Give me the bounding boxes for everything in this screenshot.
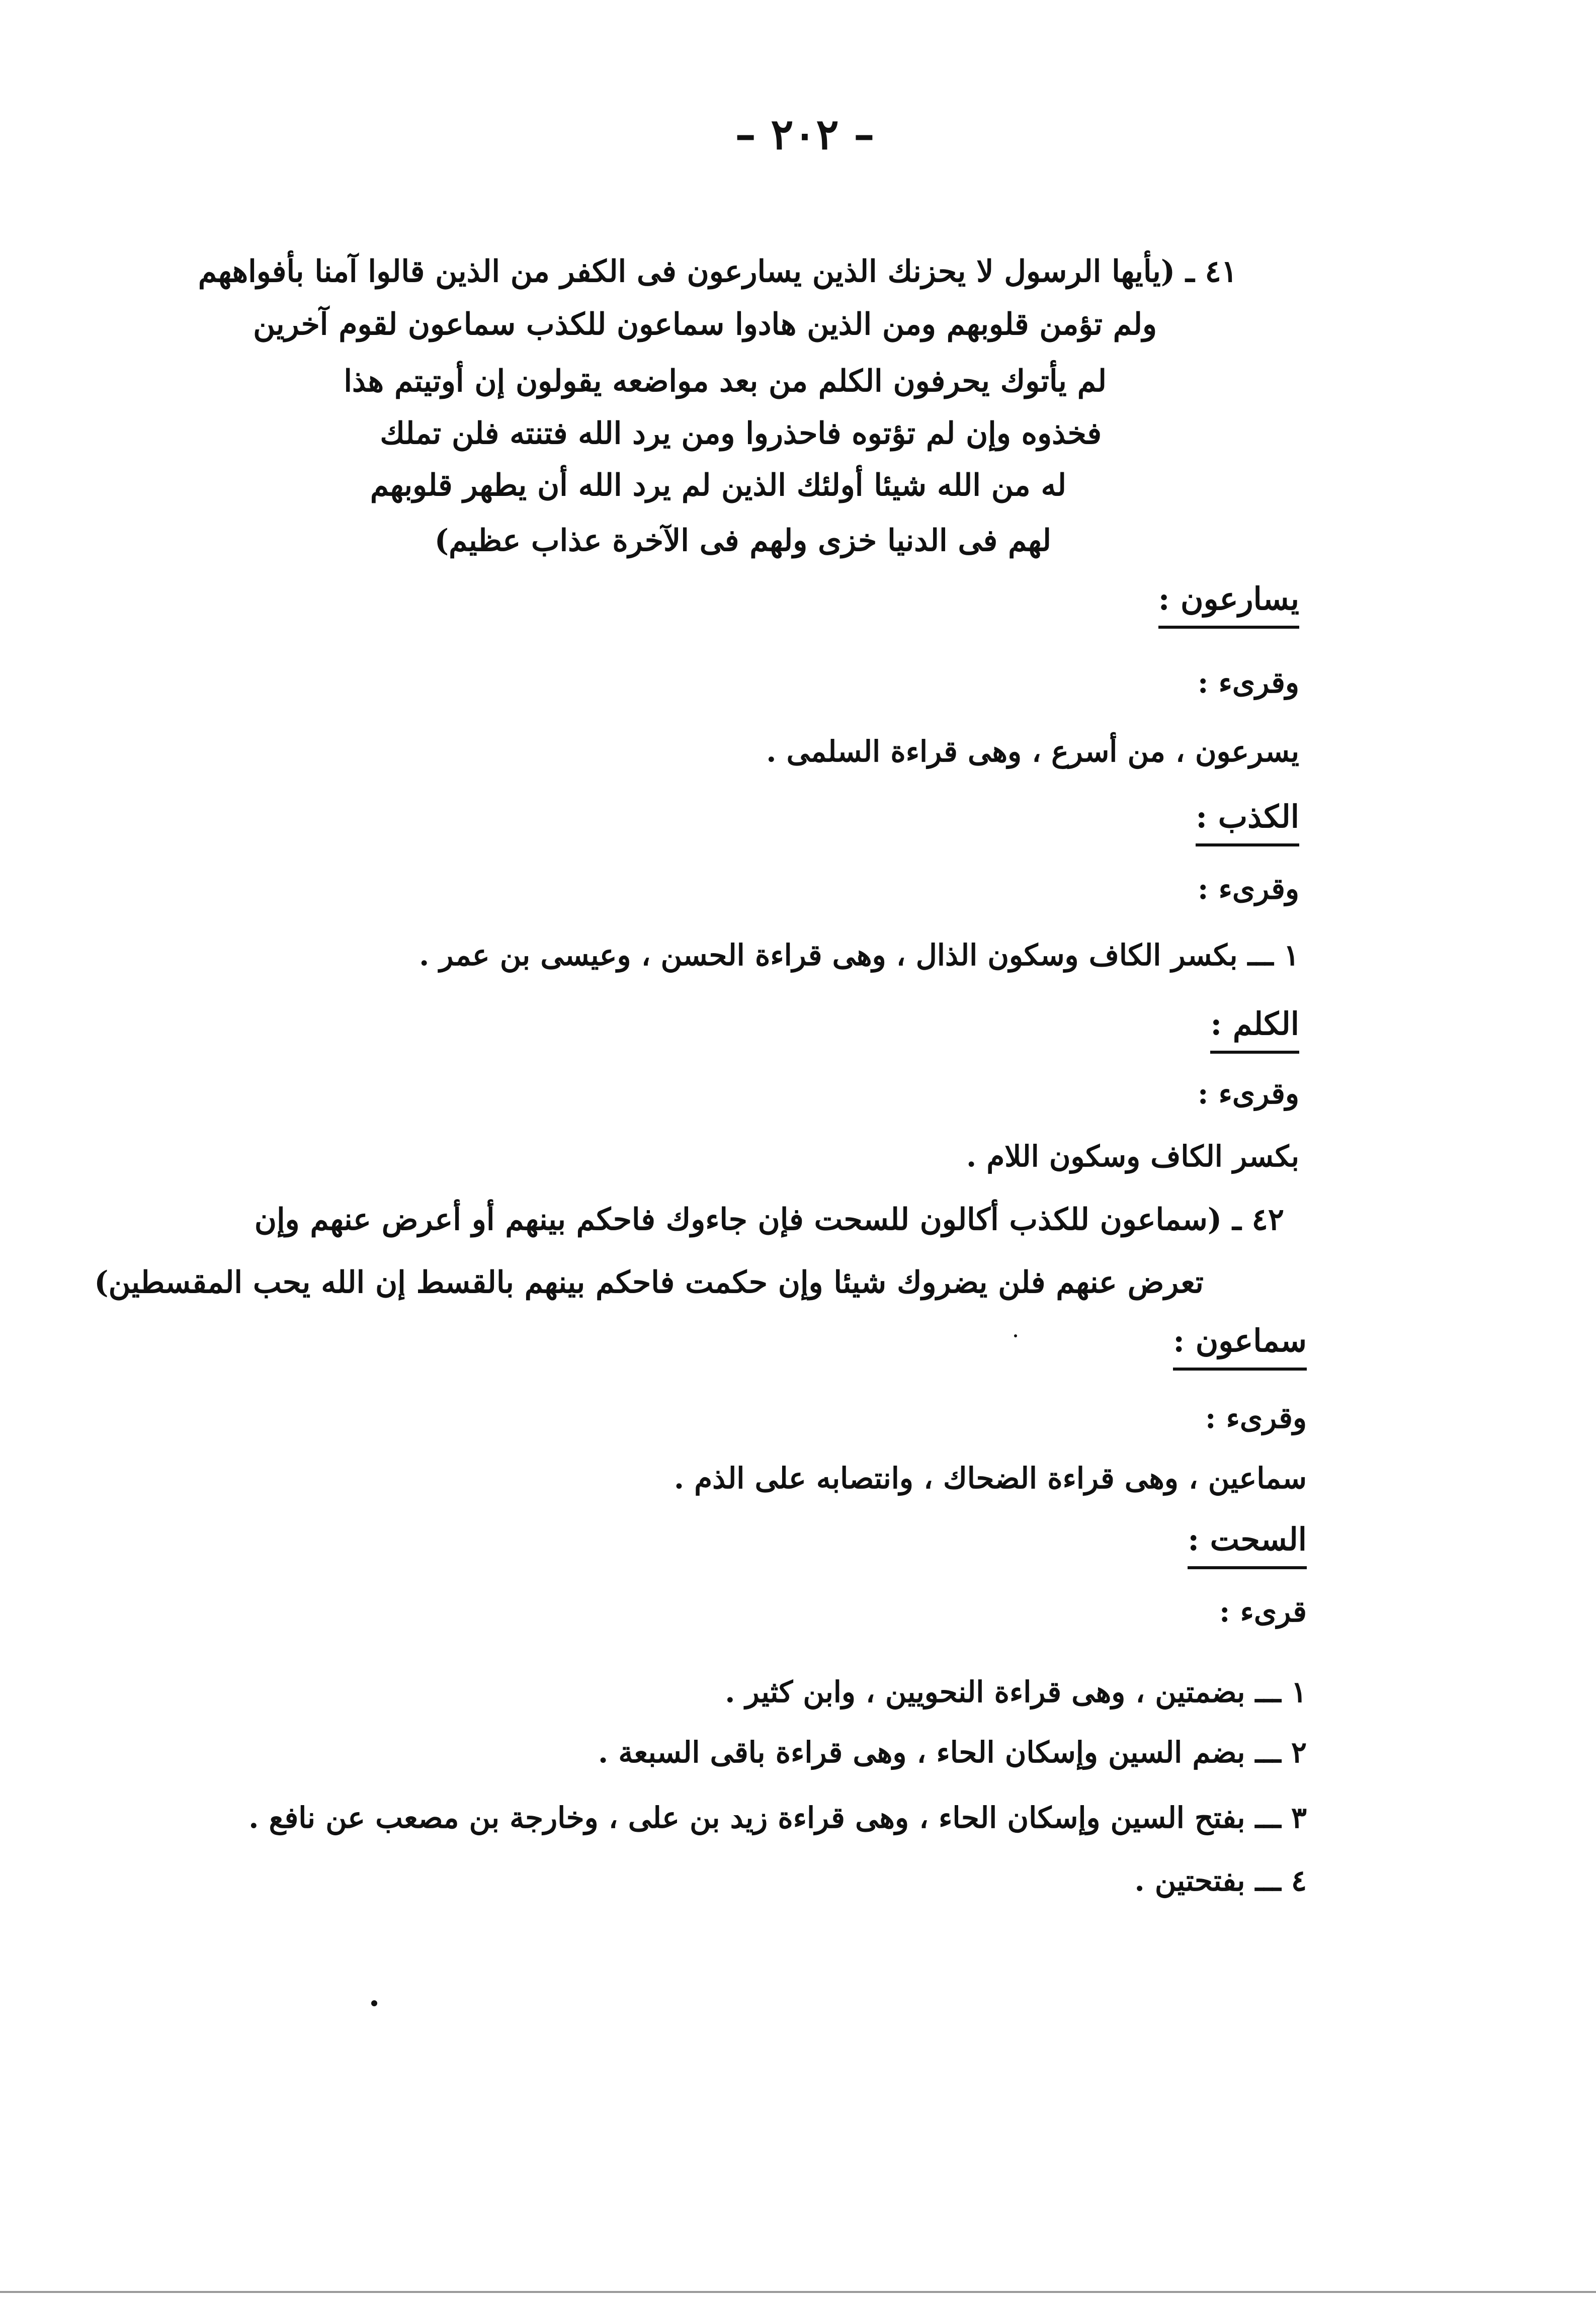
section-heading-kadhib: الكذب : bbox=[1196, 801, 1299, 846]
section-label-qurii: وقرىء : bbox=[1197, 1076, 1299, 1111]
verse-41-line-2: ولم تؤمن قلوبهم ومن الذين هادوا سماعون للكذب سماعون لقوم آخرين bbox=[253, 307, 1157, 342]
section-label-qurii: وقرىء : bbox=[1197, 665, 1299, 700]
section-text: يسرعون ، من أسرع ، وهى قراءة السلمى . bbox=[766, 734, 1299, 769]
section-heading-suht: السحت : bbox=[1188, 1524, 1307, 1569]
section-heading-yusariun: يسارعون : bbox=[1158, 583, 1299, 629]
verse-41-line-1: ٤١ ـ (يأيها الرسول لا يحزنك الذين يسارعون فى الكفر من الذين قالوا آمنا بأفواههم bbox=[198, 254, 1237, 289]
scan-speck bbox=[1014, 1334, 1017, 1337]
section-heading-kalim: الكلم : bbox=[1210, 1008, 1299, 1054]
verse-41-line-5: له من الله شيئا أولئك الذين لم يرد الله أن يطهر قلوبهم bbox=[370, 468, 1066, 503]
section-label-qurii: وقرىء : bbox=[1205, 1401, 1307, 1435]
section-heading-sammaun: سماعون : bbox=[1173, 1325, 1307, 1371]
section-label-qurii: قرىء : bbox=[1219, 1594, 1307, 1629]
section-text: بكسر الكاف وسكون اللام . bbox=[966, 1139, 1299, 1173]
verse-41-line-3: لم يأتوك يحرفون الكلم من بعد مواضعه يقولون إن أوتيتم هذا bbox=[344, 364, 1107, 399]
verse-41-line-6: لهم فى الدنيا خزى ولهم فى الآخرة عذاب عظيم) bbox=[434, 523, 1051, 558]
section-list-item: ١ ـــ بضمتين ، وهى قراءة النحويين ، وابن كثير . bbox=[725, 1675, 1307, 1709]
verse-42-line-1: ٤٢ ـ (سماعون للكذب أكالون للسحت فإن جاءوك فاحكم بينهم أو أعرض عنهم وإن bbox=[254, 1202, 1284, 1237]
scan-speck bbox=[371, 2000, 377, 2006]
section-list-item: ٢ ـــ بضم السين وإسكان الحاء ، وهى قراءة باقى السبعة . bbox=[598, 1735, 1307, 1769]
section-text: ١ ـــ بكسر الكاف وسكون الذال ، وهى قراءة الحسن ، وعيسى بن عمر . bbox=[419, 938, 1299, 972]
section-label-qurii: وقرىء : bbox=[1197, 872, 1299, 906]
section-list-item: ٣ ـــ بفتح السين وإسكان الحاء ، وهى قراءة زيد بن على ، وخارجة بن مصعب عن نافع . bbox=[248, 1801, 1307, 1835]
section-list-item: ٤ ـــ بفتحتين . bbox=[1134, 1863, 1307, 1898]
page-bottom-edge bbox=[0, 2291, 1596, 2293]
verse-41-line-4: فخذوه وإن لم تؤتوه فاحذروا ومن يرد الله فتنته فلن تملك bbox=[380, 416, 1102, 451]
page-number: – ٢٠٢ – bbox=[735, 109, 875, 159]
section-text: سماعين ، وهى قراءة الضحاك ، وانتصابه على الذم . bbox=[674, 1461, 1307, 1495]
verse-42-line-2: تعرض عنهم فلن يضروك شيئا وإن حكمت فاحكم بينهم بالقسط إن الله يحب المقسطين) bbox=[94, 1265, 1204, 1300]
